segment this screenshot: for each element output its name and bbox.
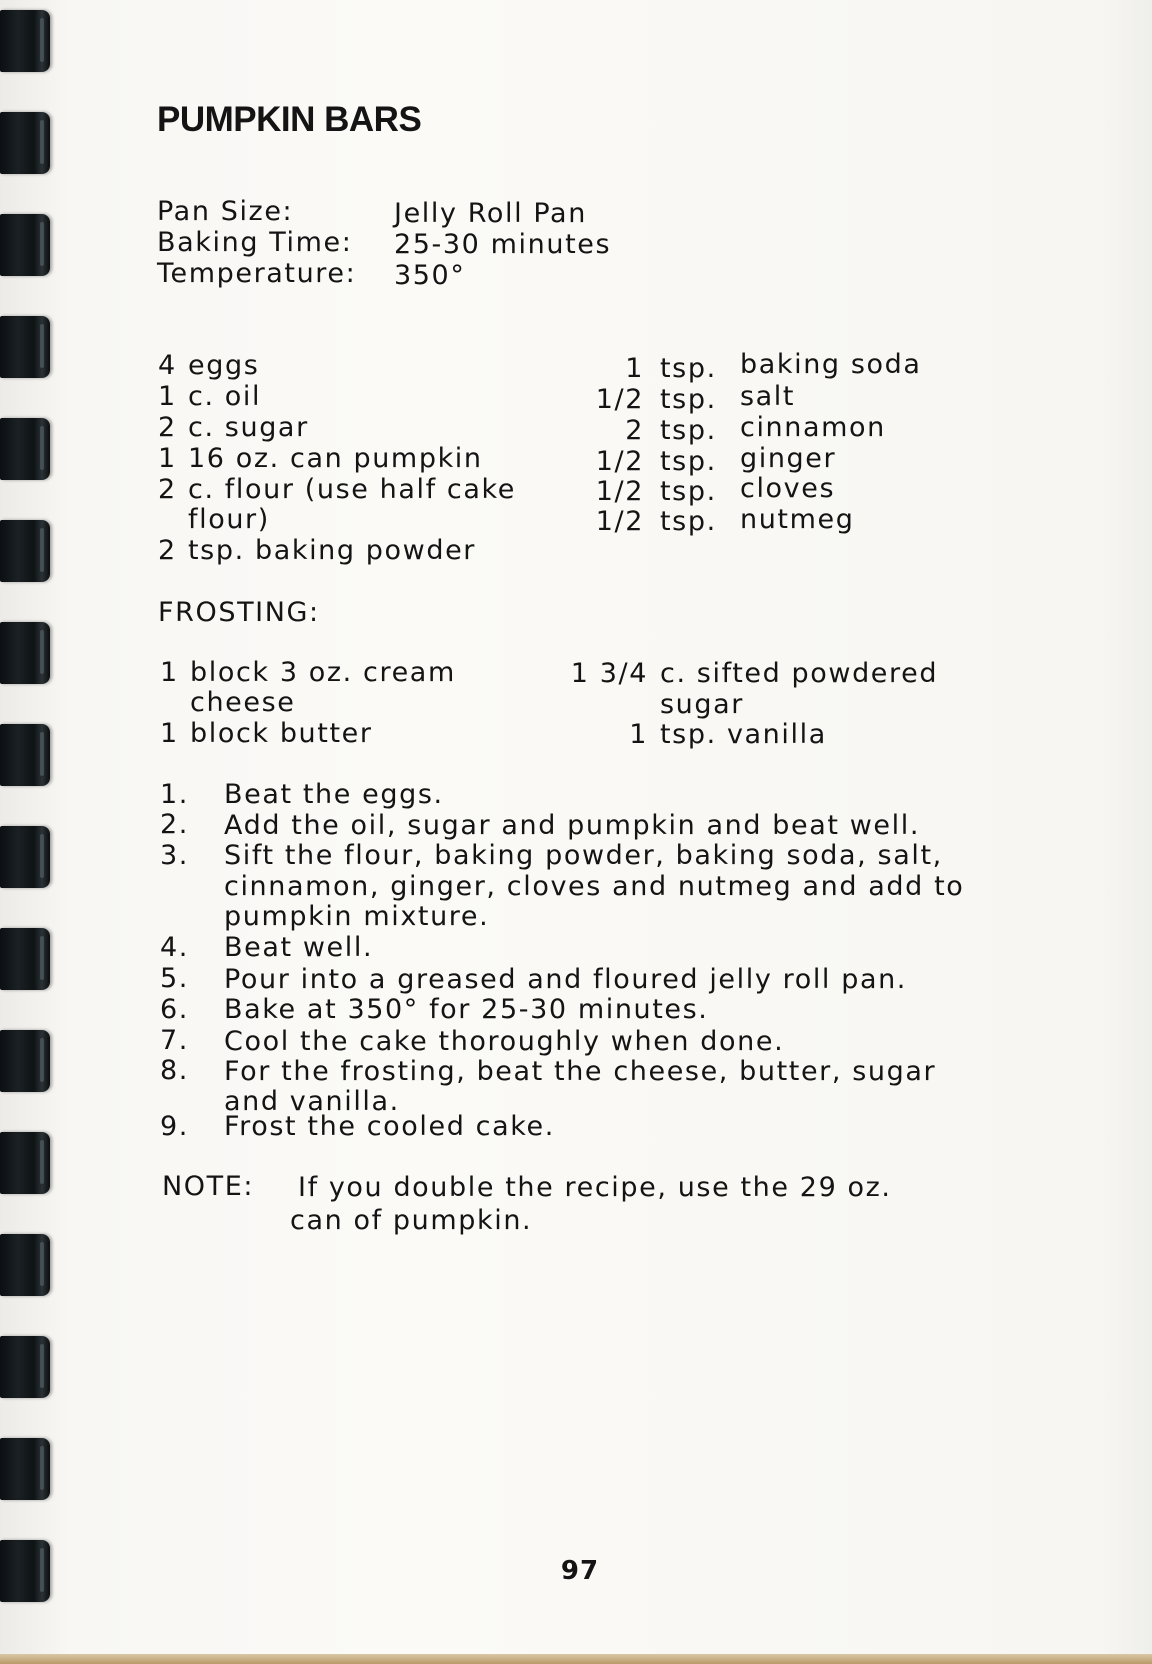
ingredient-qty: 1 xyxy=(158,443,177,474)
step-text: For the frosting, beat the cheese, butter, sugar xyxy=(224,1056,937,1087)
note-text-continued: can of pumpkin. xyxy=(290,1205,533,1236)
ingredient-item: ginger xyxy=(740,443,837,474)
frosting-heading: FROSTING: xyxy=(158,597,320,628)
ingredient-qty: 2 xyxy=(625,415,644,446)
step-text: Pour into a greased and floured jelly roll pan. xyxy=(224,964,907,995)
ingredient-item: nutmeg xyxy=(740,504,855,535)
ingredient-text: tsp. baking powder xyxy=(188,535,477,566)
pan-size-label: Pan Size: xyxy=(157,196,294,227)
temperature-label: Temperature: xyxy=(157,258,357,289)
binding-coil xyxy=(0,1132,50,1194)
step-text: Bake at 350° for 25-30 minutes. xyxy=(224,994,709,1025)
binding-coil xyxy=(0,1030,50,1092)
step-number: 1. xyxy=(160,779,189,810)
step-number: 5. xyxy=(160,963,189,994)
ingredient-text: c. oil xyxy=(188,381,262,412)
binding-coil xyxy=(0,1540,50,1602)
ingredient-item: cloves xyxy=(740,473,836,504)
binding-coil xyxy=(0,214,50,276)
binding-coil xyxy=(0,724,50,786)
step-number: 9. xyxy=(160,1111,189,1142)
baking-time-value: 25-30 minutes xyxy=(394,229,612,260)
frosting-text: block butter xyxy=(190,718,373,749)
ingredient-qty: 1/2 xyxy=(595,384,644,415)
ingredient-qty: 2 xyxy=(158,474,177,505)
frosting-qty: 1 xyxy=(160,657,179,688)
ingredient-qty: 1/2 xyxy=(595,506,644,537)
baking-time-label: Baking Time: xyxy=(157,227,353,258)
ingredient-unit: tsp. xyxy=(660,506,717,537)
recipe-title: PUMPKIN BARS xyxy=(157,100,422,139)
frosting-qty: 1 xyxy=(160,718,179,749)
step-text: Beat well. xyxy=(224,932,374,963)
step-text: Beat the eggs. xyxy=(224,779,444,810)
step-number: 4. xyxy=(160,932,189,963)
ingredient-unit: tsp. xyxy=(660,384,717,415)
ingredient-unit: tsp. xyxy=(660,353,717,384)
ingredient-unit: tsp. xyxy=(660,476,717,507)
ingredient-item: baking soda xyxy=(740,349,922,380)
frosting-text-continued: cheese xyxy=(190,687,296,718)
step-number: 6. xyxy=(160,994,189,1025)
ingredient-text: eggs xyxy=(188,350,260,381)
step-text: Frost the cooled cake. xyxy=(224,1111,555,1142)
ingredient-qty: 1 xyxy=(625,353,644,384)
binding-coil xyxy=(0,622,50,684)
ingredient-qty: 1 xyxy=(158,381,177,412)
step-text: Cool the cake thoroughly when done. xyxy=(224,1026,785,1057)
binding-coil xyxy=(0,10,50,72)
ingredient-text: c. flour (use half cake xyxy=(188,474,516,505)
ingredient-qty: 1/2 xyxy=(595,446,644,477)
ingredient-text-continued: flour) xyxy=(188,504,270,535)
ingredient-unit: tsp. xyxy=(660,415,717,446)
frosting-text: block 3 oz. cream xyxy=(190,657,456,688)
binding-coil xyxy=(0,418,50,480)
ingredient-unit: tsp. xyxy=(660,446,717,477)
spiral-binding xyxy=(0,0,56,1664)
frosting-qty: 1 xyxy=(629,719,648,750)
note-text: If you double the recipe, use the 29 oz. xyxy=(298,1172,892,1203)
step-number: 2. xyxy=(160,809,189,840)
binding-coil xyxy=(0,112,50,174)
step-number: 3. xyxy=(160,840,189,871)
step-text: Sift the flour, baking powder, baking soda, salt, xyxy=(224,840,943,871)
temperature-value: 350° xyxy=(394,260,466,291)
page-number: 97 xyxy=(560,1556,600,1586)
ingredient-item: cinnamon xyxy=(740,412,886,443)
ingredient-text: c. sugar xyxy=(188,412,309,443)
step-number: 7. xyxy=(160,1025,189,1056)
binding-coil xyxy=(0,826,50,888)
step-text: and vanilla. xyxy=(224,1086,400,1117)
page-bottom-edge xyxy=(0,1654,1152,1664)
ingredient-qty: 2 xyxy=(158,412,177,443)
step-text: Add the oil, sugar and pumpkin and beat well. xyxy=(224,810,921,841)
ingredient-qty: 2 xyxy=(158,535,177,566)
note-label: NOTE: xyxy=(162,1171,255,1202)
binding-coil xyxy=(0,1234,50,1296)
frosting-qty: 1 3/4 xyxy=(570,658,648,689)
pan-size-value: Jelly Roll Pan xyxy=(394,198,587,229)
ingredient-qty: 4 xyxy=(158,350,177,381)
frosting-text: c. sifted powdered xyxy=(660,658,939,689)
binding-coil xyxy=(0,1336,50,1398)
ingredient-text: 16 oz. can pumpkin xyxy=(188,443,483,474)
binding-coil xyxy=(0,520,50,582)
binding-coil xyxy=(0,1438,50,1500)
ingredient-qty: 1/2 xyxy=(595,476,644,507)
binding-coil xyxy=(0,928,50,990)
step-text: pumpkin mixture. xyxy=(224,901,490,932)
step-number: 8. xyxy=(160,1055,189,1086)
binding-coil xyxy=(0,316,50,378)
frosting-text-continued: sugar xyxy=(660,689,744,720)
frosting-text: tsp. vanilla xyxy=(660,719,827,750)
step-text: cinnamon, ginger, cloves and nutmeg and add to xyxy=(224,871,965,902)
ingredient-item: salt xyxy=(740,381,796,412)
